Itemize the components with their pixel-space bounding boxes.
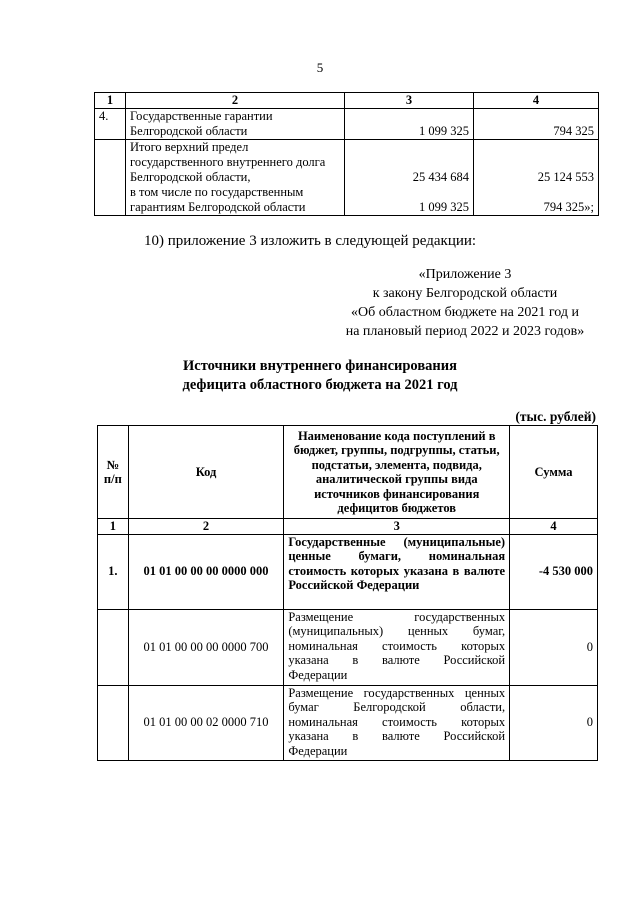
row-number: 1. (98, 534, 129, 609)
index-col-3: 3 (284, 519, 510, 535)
row-number: 4. (95, 109, 126, 140)
table-header-row (95, 93, 599, 109)
table-header-row (98, 426, 598, 519)
total-debt-value: 25 124 553 (537, 170, 594, 184)
row-values-col3 (345, 140, 474, 216)
row-code: 01 01 00 00 00 0000 700 (128, 609, 284, 685)
row-name-line: Итого верхний предел (130, 140, 249, 154)
row-number (98, 685, 129, 760)
index-col-1: 1 (98, 519, 129, 535)
amendment-text: 10) приложение 3 изложить в следующей редакции: (144, 233, 477, 249)
header-name: Наименование кода поступлений в бюджет, группы, подгруппы, статьи, подстатьи, элемента, подвида, аналитической группы вида источников финансирования дефицитов бюджетов (284, 426, 510, 519)
row-number (95, 140, 126, 216)
table-row (98, 685, 598, 760)
row-name-line: в том числе по государственным (130, 185, 304, 199)
row-name: Размещение государственных ценных бумаг Белгородской области, номинальная стоимость которых указана в валюте Российской Федерации (284, 685, 510, 760)
row-name-line: Белгородской области (130, 124, 248, 138)
index-col-4: 4 (510, 519, 598, 535)
row-sum: 0 (510, 609, 598, 685)
title-line: Источники внутреннего финансирования (183, 358, 457, 374)
header-col-1: 1 (95, 93, 126, 109)
table-row (98, 609, 598, 685)
row-name-line: государственного внутреннего долга (130, 155, 326, 169)
guarantees-value: 794 325»; (543, 200, 594, 214)
table-row (95, 140, 599, 216)
row-values-col4 (474, 140, 599, 216)
row-name (126, 140, 345, 216)
row-name-line: гарантиям Белгородской области (130, 200, 306, 214)
appendix-line: «Приложение 3 (418, 267, 512, 282)
header-col-2: 2 (126, 93, 345, 109)
header-num: № п/п (98, 426, 129, 519)
document-title (0, 357, 640, 395)
index-col-2: 2 (128, 519, 284, 535)
row-name-line: Государственные гарантии (130, 109, 273, 123)
appendix-line: на плановый период 2022 и 2023 годов» (345, 324, 585, 339)
row-code: 01 01 00 00 00 0000 000 (128, 534, 284, 609)
header-col-4: 4 (474, 93, 599, 109)
table-index-row (98, 519, 598, 535)
guarantees-value: 1 099 325 (419, 200, 469, 214)
header-code: Код (128, 426, 284, 519)
row-name: Размещение государственных (муниципальных) ценных бумаг, номинальная стоимость которых указана в валюте Российской Федерации (284, 609, 510, 685)
row-value-col3: 1 099 325 (345, 109, 474, 140)
table-row (95, 109, 599, 140)
row-code: 01 01 00 00 02 0000 710 (128, 685, 284, 760)
header-sum: Сумма (510, 426, 598, 519)
debt-limit-table (94, 92, 599, 216)
row-sum: -4 530 000 (510, 534, 598, 609)
row-name: Государственные (муниципальные) ценные бумаги, номинальная стоимость которых указана в валюте Российской Федерации (284, 534, 510, 609)
row-sum: 0 (510, 685, 598, 760)
header-col-3: 3 (345, 93, 474, 109)
row-name-line: Белгородской области, (130, 170, 251, 184)
page-number: 5 (316, 60, 324, 75)
appendix-line: «Об областном бюджете на 2021 год и (351, 305, 579, 320)
units-label: (тыс. рублей) (515, 409, 596, 424)
appendix-line: к закону Белгородской области (372, 286, 558, 301)
total-debt-value: 25 434 684 (412, 170, 469, 184)
financing-sources-table (97, 425, 598, 761)
appendix-heading (340, 265, 590, 341)
row-number (98, 609, 129, 685)
row-value-col4: 794 325 (474, 109, 599, 140)
table-row (98, 534, 598, 609)
title-line: дефицита областного бюджета на 2021 год (182, 377, 458, 393)
row-name (126, 109, 345, 140)
